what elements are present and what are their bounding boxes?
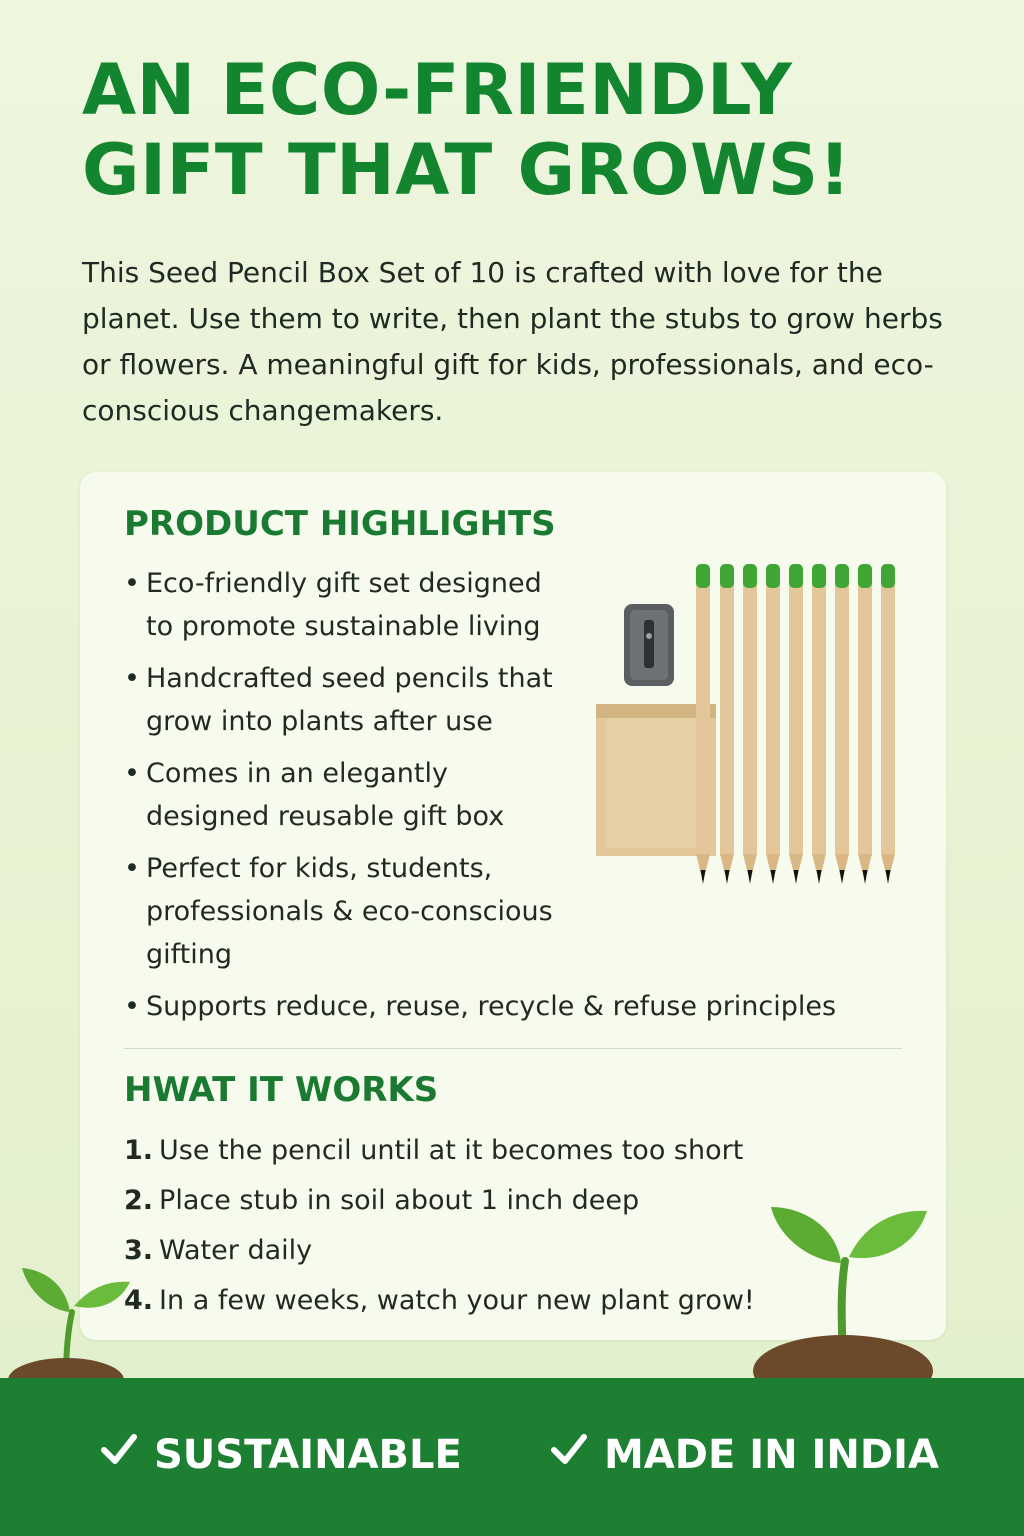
- sprout-icon: [745, 1195, 945, 1385]
- intro-paragraph: This Seed Pencil Box Set of 10 is crafted with love for the planet. Use them to write, then plant the stubs to grow herbs or flowers. A meaningful gift for kids, professionals, and eco-conscious changemakers.: [82, 256, 943, 427]
- step-item: 2. Place stub in soil about 1 inch deep: [124, 1185, 640, 1216]
- highlight-item: • Handcrafted seed pencils that grow into plants after use: [124, 663, 553, 737]
- sharpener-icon: [624, 604, 674, 686]
- headline: [82, 50, 982, 210]
- highlight-item: • Eco-friendly gift set designed to promote sustainable living: [124, 568, 542, 642]
- badge-label: MADE IN INDIA: [604, 1432, 939, 1478]
- highlights-title: PRODUCT HIGHLIGHTS: [124, 504, 556, 544]
- check-icon: [98, 1428, 140, 1482]
- badge-made-in-india: [548, 1428, 939, 1482]
- footer-bar: [0, 1378, 1024, 1536]
- highlight-item: • Supports reduce, reuse, recycle & refuse principles: [124, 991, 837, 1022]
- step-item: 4. In a few weeks, watch your new plant grow!: [124, 1285, 755, 1316]
- badge-sustainable: [98, 1428, 462, 1482]
- highlight-item: • Perfect for kids, students, professionals & eco-conscious gifting: [124, 853, 553, 970]
- step-item: 1. Use the pencil until at it becomes too short: [124, 1135, 744, 1166]
- badge-label: SUSTAINABLE: [154, 1432, 462, 1478]
- pencils-illustration: [596, 564, 906, 914]
- headline-line-1: AN ECO-FRIENDLY: [82, 49, 793, 131]
- section-divider: [124, 1048, 902, 1049]
- highlight-item: • Comes in an elegantly designed reusable gift box: [124, 758, 505, 832]
- step-item: 3. Water daily: [124, 1235, 313, 1266]
- headline-line-2: GIFT THAT GROWS!: [82, 129, 852, 211]
- pencil-set: [696, 564, 895, 884]
- check-icon: [548, 1428, 590, 1482]
- how-it-works-title: HWAT IT WORKS: [124, 1070, 439, 1110]
- sprout-icon: [8, 1250, 138, 1380]
